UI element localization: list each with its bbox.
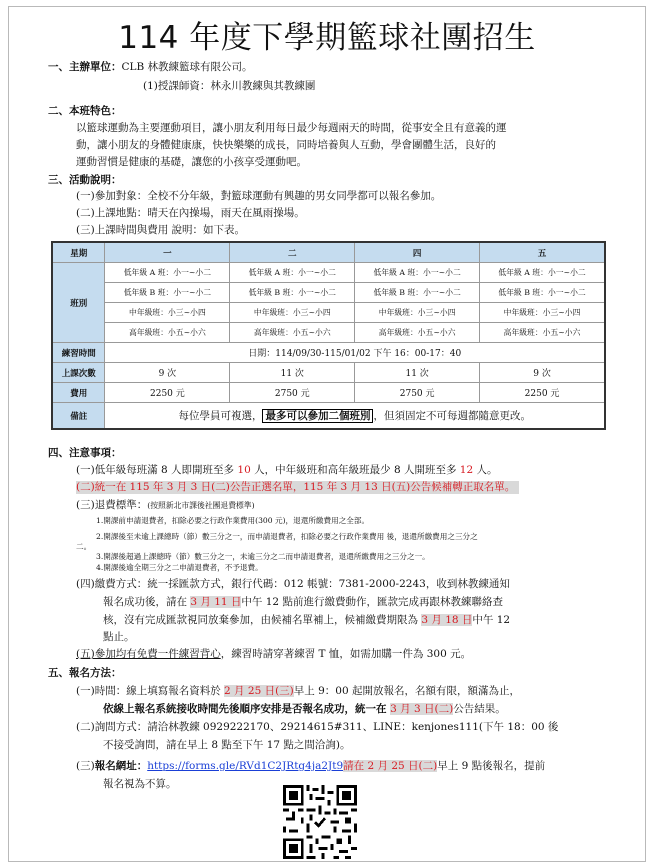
refund-heading xyxy=(76,499,255,512)
payment-line xyxy=(103,614,510,627)
table-header-cell: 四 xyxy=(355,242,480,263)
section-heading: 五、報名方法： xyxy=(48,667,122,679)
signup-open-date: 請在 2 月 25 日(二) xyxy=(343,760,438,772)
table-cell: 高年級班：小五~小六 xyxy=(355,323,480,343)
section-heading: 四、注意事項： xyxy=(48,447,122,459)
table-header-cell: 二 xyxy=(230,242,355,263)
signup-form-link[interactable]: https://forms.gle/RVd1C2JRtg4ja2Jt9 xyxy=(147,760,344,772)
table-cell: 低年級 A 班：小一~小二 xyxy=(230,263,355,283)
table-cell: 低年級 B 班：小一~小二 xyxy=(355,283,480,303)
notice-number: 12 xyxy=(459,464,474,476)
table-row xyxy=(52,383,605,403)
activity-item: (三)上課時間與費用 說明：如下表。 xyxy=(76,224,246,236)
refund-rule: 2.開課後至未逾上課總時（節）數三分之一，而申請退費者，扣除必要之行政作業費用 後，退還所繳費用之三分之 xyxy=(96,532,478,541)
signup-date: 2 月 25 日(三) xyxy=(224,685,294,697)
note-highlight: 最多可以參加二個班別 xyxy=(262,409,373,423)
signup-text: 早上 9：00 起開放報名，名額有限，額滿為止， xyxy=(293,685,520,697)
note-text: ，但須固定不可每週都隨意更改。 xyxy=(373,410,531,422)
count-label-cell: 上課次數 xyxy=(52,363,105,383)
inquiry-line: 不接受詢問，請在早上 8 點至下午 17 點之間洽詢)。 xyxy=(103,739,351,751)
table-row xyxy=(52,323,605,343)
signup-text: (三) xyxy=(76,760,95,772)
table-header-cell: 星期 xyxy=(52,242,105,263)
signup-text: 公告結果。 xyxy=(453,703,506,715)
fee-label-cell: 費用 xyxy=(52,383,105,403)
table-row xyxy=(52,283,605,303)
signup-url-line xyxy=(76,760,545,773)
vest-text: (五)參加均有免費一件練習背心 xyxy=(76,648,221,660)
refund-rule: 4.開課後逾全期三分之二申請退費者，不予退費。 xyxy=(96,563,263,572)
table-row xyxy=(52,303,605,323)
table-row xyxy=(52,263,605,283)
section-heading: 一、主辦單位： xyxy=(48,61,122,73)
vest-text: ，練習時請穿著練習 T 恤，如需加購一件為 300 元。 xyxy=(220,648,472,660)
payment-line: 點止。 xyxy=(103,631,135,643)
table-row xyxy=(52,363,605,383)
payment-line xyxy=(103,596,503,609)
table-cell: 2750 元 xyxy=(230,383,355,403)
refund-rule: 1.開課前申請退費者，扣除必要之行政作業費用(300 元)，退還所繳費用之全部。 xyxy=(96,516,370,525)
table-cell: 11 次 xyxy=(355,363,480,383)
table-cell: 2750 元 xyxy=(355,383,480,403)
feature-line: 運動習慣是健康的基礎，讓您的小孩享受運動吧。 xyxy=(76,156,307,168)
activity-item: (二)上課地點：晴天在內操場，雨天在風雨操場。 xyxy=(76,207,305,219)
notice-text: (一)低年級每班滿 8 人即開班至多 xyxy=(76,464,238,476)
url-label: 報名網址： xyxy=(94,760,148,772)
result-date: 3 月 3 日(二) xyxy=(390,703,454,715)
payment-text: 核，沒有完成匯款視同放棄參加，由候補名單補上，候補繳費期限為 xyxy=(103,614,422,626)
note-cell xyxy=(105,403,605,430)
notice-text: 人，中年級班和高年級班最少 8 人開班至多 xyxy=(250,464,460,476)
table-cell: 中年級班：小三~小四 xyxy=(105,303,230,323)
qr-code-icon[interactable] xyxy=(283,785,357,859)
note-label-cell: 備註 xyxy=(52,403,105,430)
payment-text: 中午 12 xyxy=(472,614,511,626)
table-row xyxy=(52,403,605,430)
feature-line: 以籃球運動為主要運動項目，讓小朋友利用每日最少每週兩天的時間，從事安全且有意義的運 xyxy=(76,122,507,134)
table-cell: 9 次 xyxy=(480,363,605,383)
signup-text: (一)時間：線上填寫報名資料於 xyxy=(76,685,225,697)
section-heading: 二、本班特色： xyxy=(48,105,122,117)
section-organizer xyxy=(48,61,253,74)
payment-line: (四)繳費方式：統一採匯款方式，銀行代碼：012 帳號：7381-2000-2243，收到林教練通知 xyxy=(76,578,510,590)
page-title: 114 年度下學期籃球社團招生 xyxy=(118,20,536,56)
table-cell: 高年級班：小五~小六 xyxy=(105,323,230,343)
table-cell: 中年級班：小三~小四 xyxy=(480,303,605,323)
inquiry-line: (二)詢問方式：請洽林教練 0929222170、29214615#311、LINE：kenjones111(下午 18：00 後 xyxy=(76,721,559,733)
table-header-row xyxy=(52,242,605,263)
payment-text: 中午 12 點前進行繳費動作，匯款完成再跟林教練聯絡查 xyxy=(241,596,503,608)
table-cell: 低年級 A 班：小一~小二 xyxy=(480,263,605,283)
note-text: 每位學員可複選， xyxy=(178,410,263,422)
table-cell: 低年級 A 班：小一~小二 xyxy=(105,263,230,283)
notice-text: 人。 xyxy=(473,464,498,476)
section-heading: 三、活動說明： xyxy=(48,174,122,186)
signup-time-line xyxy=(103,703,506,716)
activity-item: (一)參加對象：全校不分年級，對籃球運動有興趣的男女同學都可以報名參加。 xyxy=(76,190,442,202)
table-header-cell: 一 xyxy=(105,242,230,263)
table-cell: 2250 元 xyxy=(480,383,605,403)
signup-url-line: 報名視為不算。 xyxy=(103,778,177,790)
organizer-name: CLB 林教練籃球有限公司。 xyxy=(121,61,253,73)
table-cell: 2250 元 xyxy=(105,383,230,403)
table-cell: 低年級 B 班：小一~小二 xyxy=(105,283,230,303)
announcement-line: (二)統一在 115 年 3 月 3 日(二)公告正選名單，115 年 3 月 13 日(五)公告候補轉正取名單。 xyxy=(76,481,519,494)
table-cell: 低年級 B 班：小一~小二 xyxy=(230,283,355,303)
table-row xyxy=(52,343,605,363)
vest-line xyxy=(76,648,471,661)
schedule-table xyxy=(51,241,606,430)
table-cell: 低年級 B 班：小一~小二 xyxy=(480,283,605,303)
teacher-line: (1)授課師資：林永川教練與其教練團 xyxy=(143,80,316,92)
table-cell: 中年級班：小三~小四 xyxy=(355,303,480,323)
signup-text: 依線上報名系統接收時間先後順序安排是否報名成功，統一在 xyxy=(103,703,391,715)
table-header-cell: 五 xyxy=(480,242,605,263)
signup-time-line xyxy=(76,685,520,698)
table-cell: 中年級班：小三~小四 xyxy=(230,303,355,323)
payment-deadline: 3 月 11 日 xyxy=(190,596,242,608)
refund-standard: (按照新北市課後社團退費標準) xyxy=(147,501,255,510)
table-cell: 低年級 A 班：小一~小二 xyxy=(355,263,480,283)
table-cell: 9 次 xyxy=(105,363,230,383)
class-label-cell: 班別 xyxy=(52,263,105,343)
payment-deadline: 3 月 18 日 xyxy=(421,614,473,626)
refund-rule: 3.開課後超過上課總時（節）數三分之一，未逾三分之二而申請退費者，退還所繳費用之三分之一。 xyxy=(96,552,430,561)
refund-label: (三)退費標準： xyxy=(76,499,148,511)
table-cell: 高年級班：小五~小六 xyxy=(480,323,605,343)
payment-text: 報名成功後，請在 xyxy=(103,596,191,608)
feature-line: 動，讓小朋友的身體健康康，快快樂樂的成長，同時培養與人互動，學會團體生活，良好的 xyxy=(76,139,496,151)
notice-number: 10 xyxy=(237,464,251,476)
notice-line xyxy=(76,464,498,477)
refund-rule: 二。 xyxy=(76,542,92,551)
signup-text: 早上 9 點後報名，提前 xyxy=(437,760,546,772)
time-value-cell: 日期：114/09/30-115/01/02 下午 16：00-17：40 xyxy=(105,343,605,363)
table-cell: 高年級班：小五~小六 xyxy=(230,323,355,343)
table-cell: 11 次 xyxy=(230,363,355,383)
time-label-cell: 練習時間 xyxy=(52,343,105,363)
